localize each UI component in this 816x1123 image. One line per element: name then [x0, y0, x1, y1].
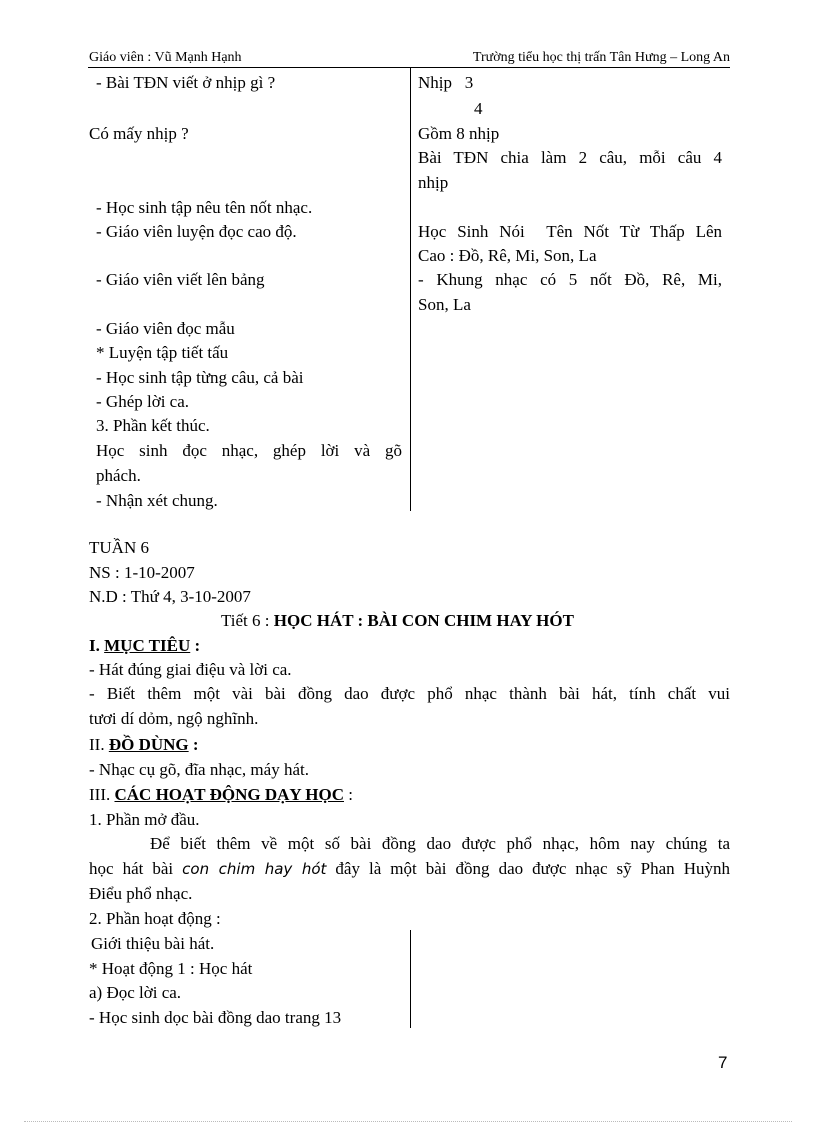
table-left-line: - Bài TĐN viết ở nhịp gì ?: [96, 73, 276, 92]
objective-line: - Hát đúng giai điệu và lời ca.: [89, 660, 292, 679]
table-left-line: Học sinh đọc nhạc, ghép lời và gõ: [96, 441, 402, 460]
header-rule: [88, 67, 730, 68]
table-right-line: - Khung nhạc có 5 nốt Đồ, Rê, Mi,: [418, 270, 722, 289]
section-title: CÁC HOẠT ĐỘNG DẠY HỌC: [114, 785, 344, 804]
section-title: MỤC TIÊU: [104, 636, 191, 655]
lesson-title: [221, 609, 574, 633]
section-title: ĐỒ DÙNG: [108, 735, 189, 754]
table-right-line: Son, La: [418, 295, 471, 314]
table-left-line: - Học sinh tập từng câu, cả bài: [96, 368, 304, 387]
intro-paragraph-line: Để biết thêm về một số bài đồng dao được phổ nhạc, hôm nay chúng ta: [150, 834, 730, 853]
section-number: II.: [89, 735, 109, 754]
table-left-line: - Nhận xét chung.: [96, 491, 218, 510]
table-right-line: 4: [474, 99, 483, 118]
table-left-line: phách.: [96, 466, 141, 485]
section-number: I.: [89, 636, 105, 655]
section-heading-materials: [89, 733, 199, 757]
week-label: TUẦN 6: [89, 538, 149, 557]
table-left-line: - Giáo viên đọc mẫu: [96, 319, 235, 338]
objective-line: - Biết thêm một vài bài đồng dao được phổ nhạc thành bài hát, tính chất vui: [89, 684, 730, 703]
song-name: con chim hay hót: [182, 860, 327, 878]
intro-paragraph-line: [89, 857, 730, 881]
header-school: Trường tiểu học thị trấn Tân Hưng – Long An: [472, 50, 730, 65]
table-left-line: - Ghép lời ca.: [96, 392, 190, 411]
table-left-line: 3. Phần kết thúc.: [96, 416, 210, 435]
table-right-line: nhịp: [418, 173, 449, 192]
table-right-line: Bài TĐN chia làm 2 câu, mỗi câu 4: [418, 148, 722, 167]
section-colon: :: [344, 785, 353, 804]
objective-line: tươi dí dỏm, ngộ nghĩnh.: [89, 709, 259, 728]
section-number: III.: [89, 785, 115, 804]
intro-text: đây là một bài đồng dao được nhạc sỹ Phan Huỳnh: [326, 859, 730, 878]
section-colon: :: [190, 636, 201, 655]
nd-date: N.D : Thứ 4, 3-10-2007: [89, 587, 251, 606]
part-heading: 1. Phần mở đầu.: [89, 810, 200, 829]
activity-line: a) Đọc lời ca.: [89, 983, 182, 1002]
page-number: 7: [718, 1053, 728, 1072]
table-divider: [410, 930, 411, 1028]
part-heading: 2. Phần hoạt động :: [89, 909, 221, 928]
table-divider: [410, 68, 411, 511]
table-right-line: Nhịp 3: [418, 73, 474, 92]
ns-date: NS : 1-10-2007: [89, 563, 195, 582]
table-left-line: * Luyện tập tiết tấu: [96, 343, 229, 362]
table-left-line: - Giáo viên luyện đọc cao độ.: [96, 222, 297, 241]
lesson-title-bold: HỌC HÁT : BÀI CON CHIM HAY HÓT: [273, 611, 574, 630]
page-bottom-border: [24, 1121, 792, 1122]
section-heading-objectives: [89, 634, 200, 658]
activity-line: * Hoạt động 1 : Học hát: [89, 959, 253, 978]
table-left-line: Có mấy nhịp ?: [89, 124, 189, 143]
table-left-line: - Học sinh tập nêu tên nốt nhạc.: [96, 198, 313, 217]
section-colon: :: [188, 735, 199, 754]
materials-line: - Nhạc cụ gõ, đĩa nhạc, máy hát.: [89, 760, 309, 779]
intro-paragraph-line: Điểu phổ nhạc.: [89, 884, 193, 903]
header-teacher: Giáo viên : Vũ Mạnh Hạnh: [89, 50, 242, 65]
table-right-line: Học Sinh Nói Tên Nốt Từ Thấp Lên: [418, 222, 722, 241]
lesson-title-prefix: Tiết 6 :: [221, 611, 274, 630]
section-heading-activities: [89, 783, 353, 807]
activity-line: - Học sinh dọc bài đồng dao trang 13: [89, 1008, 342, 1027]
table-right-line: Gồm 8 nhịp: [418, 124, 500, 143]
table-right-line: Cao : Đồ, Rê, Mi, Son, La: [418, 246, 597, 265]
table-left-line: - Giáo viên viết lên bảng: [96, 270, 265, 289]
activity-line: Giới thiệu bài hát.: [91, 934, 215, 953]
intro-text: học hát bài: [89, 859, 183, 878]
